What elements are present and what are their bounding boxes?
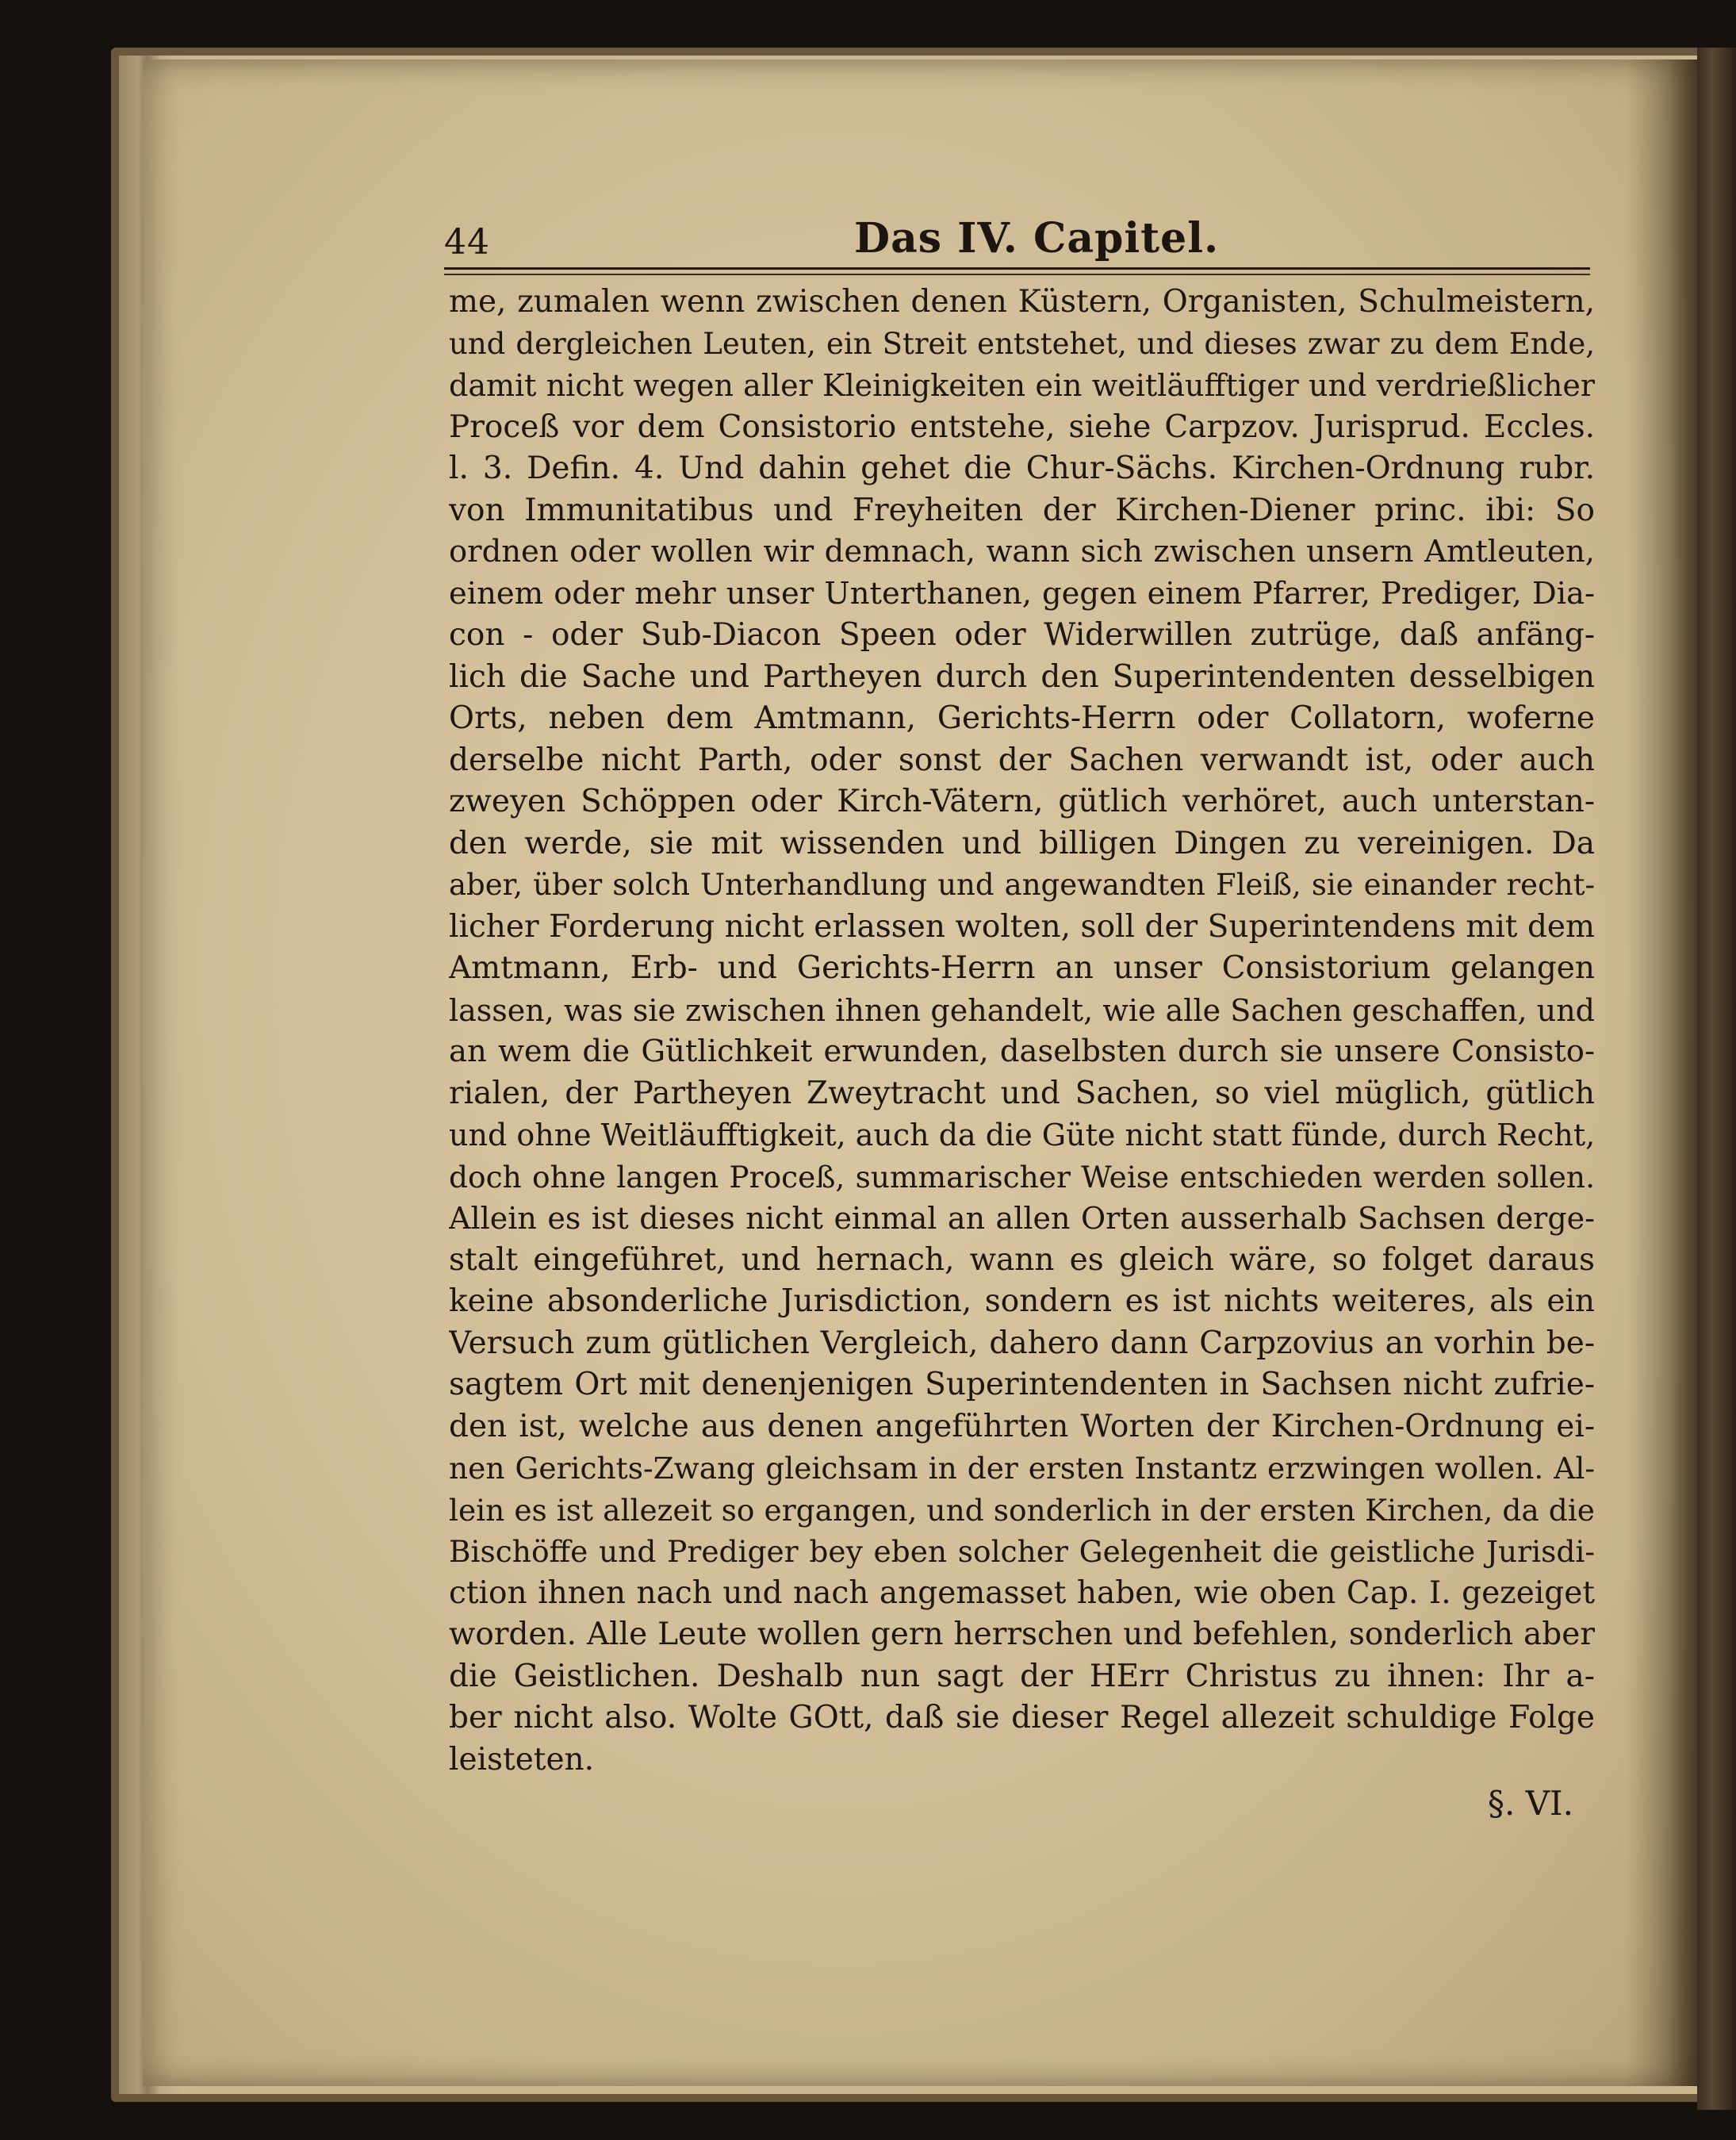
text-line: licher Forderung nicht erlassen wolten, soll der Superintendens mit dem xyxy=(449,908,1595,945)
text-line: ction ihnen nach und nach angemasset haben, wie oben Cap. I. gezeiget xyxy=(449,1574,1595,1611)
text-line: stalt eingeführet, und hernach, wann es gleich wäre, so folget daraus xyxy=(449,1241,1595,1278)
running-title: Das IV. Capitel. xyxy=(854,214,1220,263)
page-number: 44 xyxy=(444,222,490,263)
text-line: Versuch zum gütlichen Vergleich, dahero dann Carpzovius an vorhin be- xyxy=(449,1325,1595,1361)
text-line: den werde, sie mit wissenden und billigen Dingen zu vereinigen. Da xyxy=(449,825,1595,861)
text-line: aber, über solch Unterhandlung und angewandten Fleiß, sie einander recht- xyxy=(449,868,1595,902)
text-line: von Immunitatibus und Freyheiten der Kirchen-Diener princ. ibi: So xyxy=(449,492,1595,528)
text-line: sagtem Ort mit denenjenigen Superintendenten in Sachsen nicht zufrie- xyxy=(449,1367,1595,1402)
text-line: worden. Alle Leute wollen gern herrschen und befehlen, sonderlich aber xyxy=(449,1617,1595,1652)
text-line: ordnen oder wollen wir demnach, wann sich zwischen unsern Amtleuten, xyxy=(449,534,1595,570)
text-line: rialen, der Partheyen Zweytracht und Sachen, so viel müglich, gütlich xyxy=(449,1075,1595,1111)
text-line: derselbe nicht Parth, oder sonst der Sachen verwandt ist, oder auch xyxy=(449,742,1595,778)
text-line: zweyen Schöppen oder Kirch-Vätern, gütlich verhöret, auch unterstan- xyxy=(449,784,1595,819)
text-line: doch ohne langen Proceß, summarischer Weise entschieden werden sollen. xyxy=(449,1159,1595,1195)
text-line: keine absonderliche Jurisdiction, sondern es ist nichts weiteres, als ein xyxy=(449,1283,1595,1319)
spine-shadow xyxy=(1626,59,1697,2086)
text-line: und dergleichen Leuten, ein Streit entstehet, und dieses zwar zu dem Ende, xyxy=(449,326,1595,361)
text-line: Proceß vor dem Consistorio entstehe, siehe Carpzov. Jurisprud. Eccles. xyxy=(449,408,1595,445)
text-line: und ohne Weitläufftigkeit, auch da die Güte nicht statt fünde, durch Recht, xyxy=(449,1118,1595,1152)
catchword: §. VI. xyxy=(1488,1784,1573,1823)
text-line: damit nicht wegen aller Kleinigkeiten ein weitläufftiger und verdrießlicher xyxy=(449,368,1595,403)
header-rule xyxy=(444,267,1590,275)
body-text xyxy=(449,282,1595,1781)
text-line: lassen, was sie zwischen ihnen gehandelt, wie alle Sachen geschaffen, und xyxy=(449,992,1595,1028)
text-line: Orts, neben dem Amtmann, Gerichts-Herrn oder Collatorn, woferne xyxy=(449,700,1595,736)
text-line: Allein es ist dieses nicht einmal an allen Orten ausserhalb Sachsen derge- xyxy=(449,1201,1595,1236)
text-line: ber nicht also. Wolte GOtt, daß sie dieser Regel allezeit schuldige Folge xyxy=(449,1700,1595,1735)
page-header xyxy=(444,208,1594,263)
text-line: Bischöffe und Prediger bey eben solcher Gelegenheit die geistliche Jurisdi- xyxy=(449,1534,1595,1569)
text-line: lich die Sache und Partheyen durch den Superintendenten desselbigen xyxy=(449,658,1595,695)
text-line: an wem die Gütlichkeit erwunden, daselbsten durch sie unsere Consisto- xyxy=(449,1034,1595,1069)
text-line: Amtmann, Erb- und Gerichts-Herrn an unser Consistorium gelangen xyxy=(449,950,1595,986)
text-line: con - oder Sub-Diacon Speen oder Widerwillen zutrüge, daß anfäng- xyxy=(449,617,1595,653)
binding-edge xyxy=(1697,48,1736,2110)
text-line: nen Gerichts-Zwang gleichsam in der ersten Instantz erzwingen wollen. Al- xyxy=(449,1451,1595,1486)
text-line: me, zumalen wenn zwischen denen Küstern, Organisten, Schulmeistern, xyxy=(449,284,1595,320)
text-line: den ist, welche aus denen angeführten Worten der Kirchen-Ordnung ei- xyxy=(449,1408,1595,1444)
text-line: lein es ist allezeit so ergangen, und sonderlich in der ersten Kirchen, da die xyxy=(449,1492,1595,1528)
text-line: leisteten. xyxy=(449,1741,595,1778)
text-line: einem oder mehr unser Unterthanen, gegen einem Pfarrer, Prediger, Dia- xyxy=(449,575,1595,612)
text-line: die Geistlichen. Deshalb nun sagt der HErr Christus zu ihnen: Ihr a- xyxy=(449,1658,1595,1694)
text-line: l. 3. Defin. 4. Und dahin gehet die Chur-Sächs. Kirchen-Ordnung rubr. xyxy=(449,451,1595,486)
